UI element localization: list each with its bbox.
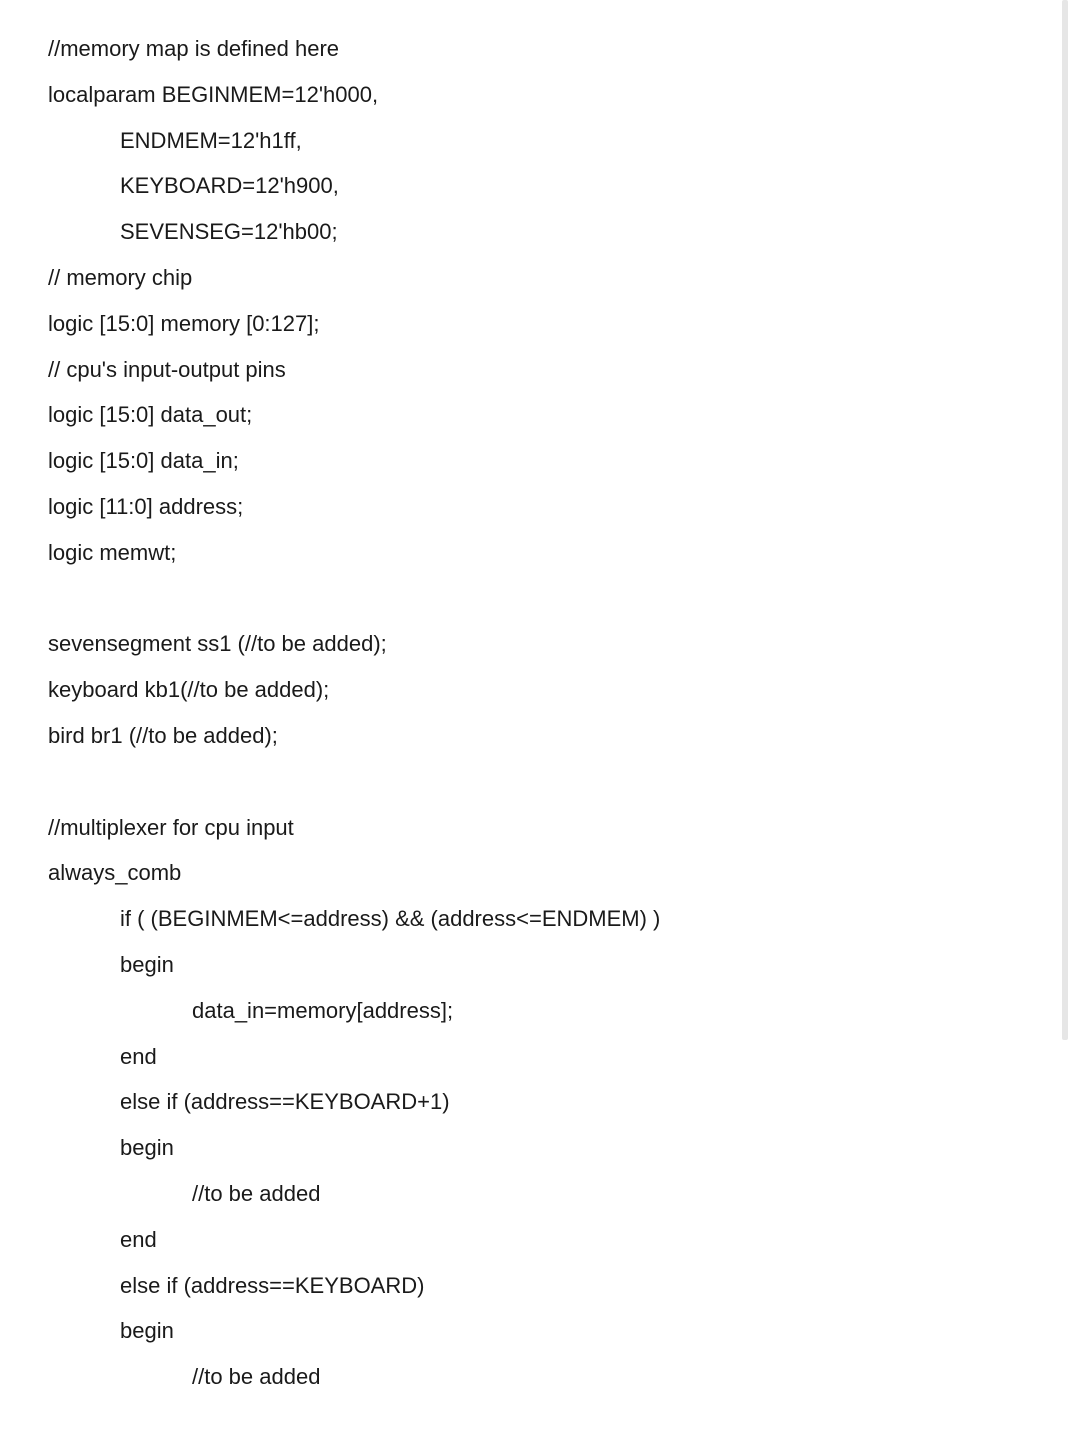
code-line: SEVENSEG=12'hb00; xyxy=(120,219,338,244)
code-line: logic [15:0] data_out; xyxy=(48,402,253,427)
code-line: begin xyxy=(120,1318,174,1343)
code-line: logic [11:0] address; xyxy=(48,494,244,519)
code-line: ENDMEM=12'h1ff, xyxy=(120,128,302,153)
code-line: else if (address==KEYBOARD+1) xyxy=(120,1089,450,1114)
scrollbar[interactable] xyxy=(1062,0,1068,1040)
code-line: sevensegment ss1 (//to be added); xyxy=(48,631,387,656)
code-line: logic [15:0] memory [0:127]; xyxy=(48,311,320,336)
code-line: begin xyxy=(120,952,174,977)
code-line: KEYBOARD=12'h900, xyxy=(120,173,339,198)
code-line: localparam BEGINMEM=12'h000, xyxy=(48,82,379,107)
code-line: keyboard kb1(//to be added); xyxy=(48,677,330,702)
code-line: if ( (BEGINMEM<=address) && (address<=ENDMEM) ) xyxy=(120,906,661,931)
code-line: // memory chip xyxy=(48,265,193,290)
code-line: bird br1 (//to be added); xyxy=(48,723,278,748)
code-line: always_comb xyxy=(48,860,182,885)
code-line: end xyxy=(120,1044,157,1069)
code-line: begin xyxy=(120,1135,174,1160)
code-line: data_in=memory[address]; xyxy=(192,998,454,1023)
code-line: // cpu's input-output pins xyxy=(48,357,286,382)
code-line: end xyxy=(120,1227,157,1252)
code-line: else if (address==KEYBOARD) xyxy=(120,1273,425,1298)
code-line: logic [15:0] data_in; xyxy=(48,448,239,473)
code-line: //to be added xyxy=(192,1364,321,1389)
code-line: //multiplexer for cpu input xyxy=(48,815,294,840)
code-line: //to be added xyxy=(192,1181,321,1206)
code-line: //memory map is defined here xyxy=(48,36,340,61)
code-line: logic memwt; xyxy=(48,540,177,565)
